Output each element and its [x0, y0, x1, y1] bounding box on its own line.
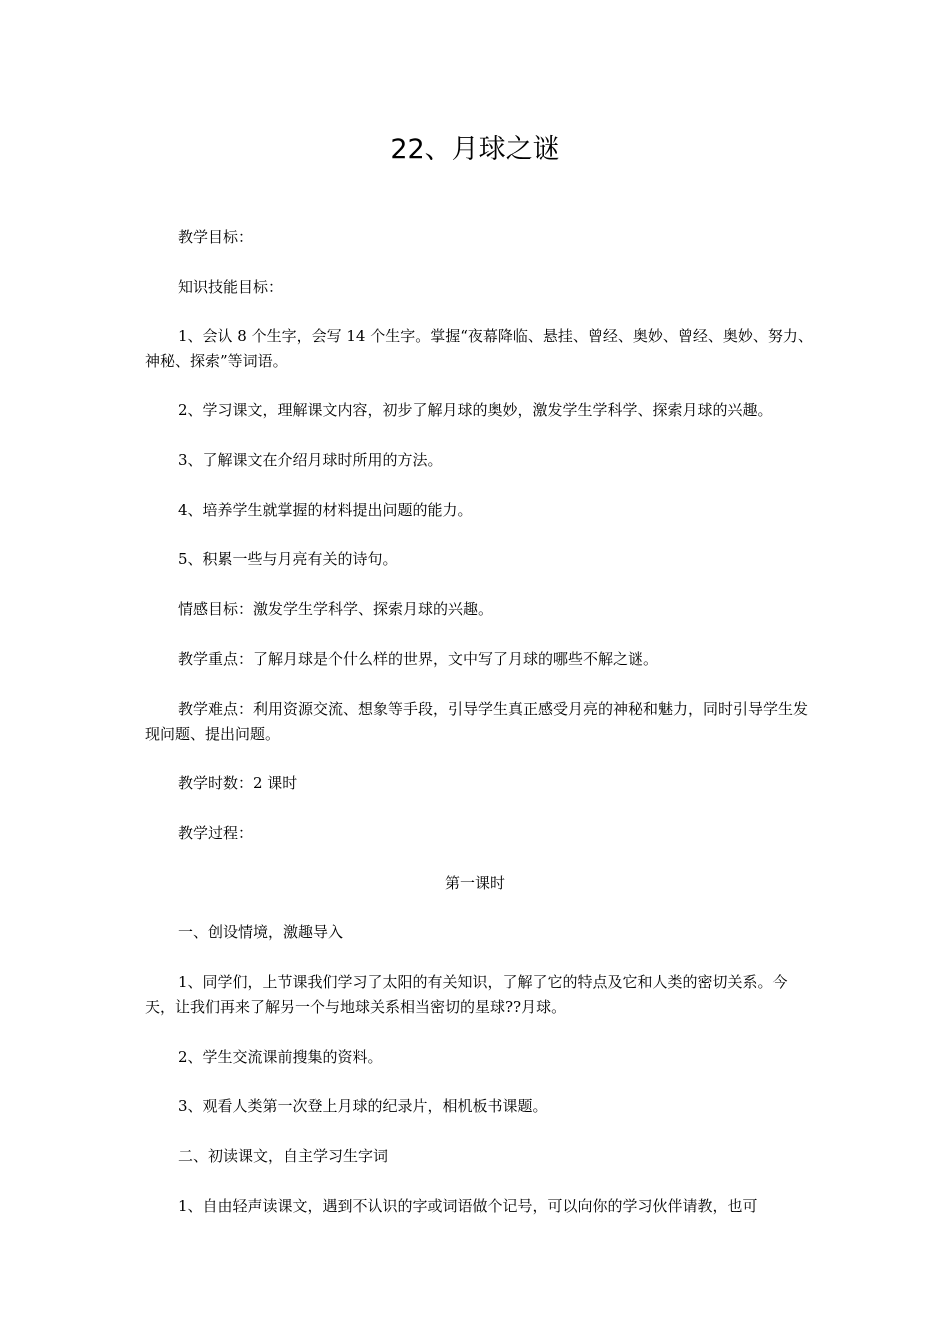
paragraph-teaching-goals: 教学目标： [178, 228, 254, 246]
paragraph-goal-2: 2、学习课文，理解课文内容，初步了解月球的奥妙，激发学生学科学、探索月球的兴趣。 [178, 401, 773, 419]
paragraph-step-2-1: 1、自由轻声读课文，遇到不认识的字或词语做个记号，可以向你的学习伙伴请教，也可 [178, 1197, 758, 1215]
paragraph-class-hours: 教学时数：2 课时 [178, 774, 298, 792]
paragraph-step-1: 一、创设情境，激趣导入 [178, 923, 344, 941]
paragraph-step-1-1: 1、同学们，上节课我们学习了太阳的有关知识，了解了它的特点及它和人类的密切关系。今天，让我们再来了解另一个与地球关系相当密切的星球??月球。 [145, 973, 788, 1016]
section-heading: 第一课时 [444, 874, 505, 892]
paragraph-step-2: 二、初读课文，自主学习生字词 [178, 1147, 389, 1165]
paragraph-emotion-goal: 情感目标：激发学生学科学、探索月球的兴趣。 [178, 600, 494, 618]
paragraph-goal-4: 4、培养学生就掌握的材料提出问题的能力。 [178, 501, 473, 519]
paragraph-knowledge-goals: 知识技能目标： [178, 278, 284, 296]
document-title: 22、月球之谜 [390, 134, 560, 165]
paragraph-step-1-2: 2、学生交流课前搜集的资料。 [178, 1048, 383, 1066]
paragraph-step-1-3: 3、观看人类第一次登上月球的纪录片，相机板书课题。 [178, 1097, 548, 1115]
paragraph-difficulty: 教学难点：利用资源交流、想象等手段，引导学生真正感受月亮的神秘和魅力，同时引导学生发现问题、提出问题。 [145, 700, 809, 743]
paragraph-process: 教学过程： [178, 824, 254, 842]
paragraph-goal-1: 1、会认 8 个生字，会写 14 个生字。掌握“夜幕降临、悬挂、曾经、奥妙、曾经、奥妙、努力、神秘、探索”等词语。 [145, 327, 813, 370]
paragraph-goal-3: 3、了解课文在介绍月球时所用的方法。 [178, 451, 443, 469]
paragraph-goal-5: 5、积累一些与月亮有关的诗句。 [178, 550, 398, 568]
paragraph-key-point: 教学重点：了解月球是个什么样的世界，文中写了月球的哪些不解之谜。 [178, 650, 659, 668]
